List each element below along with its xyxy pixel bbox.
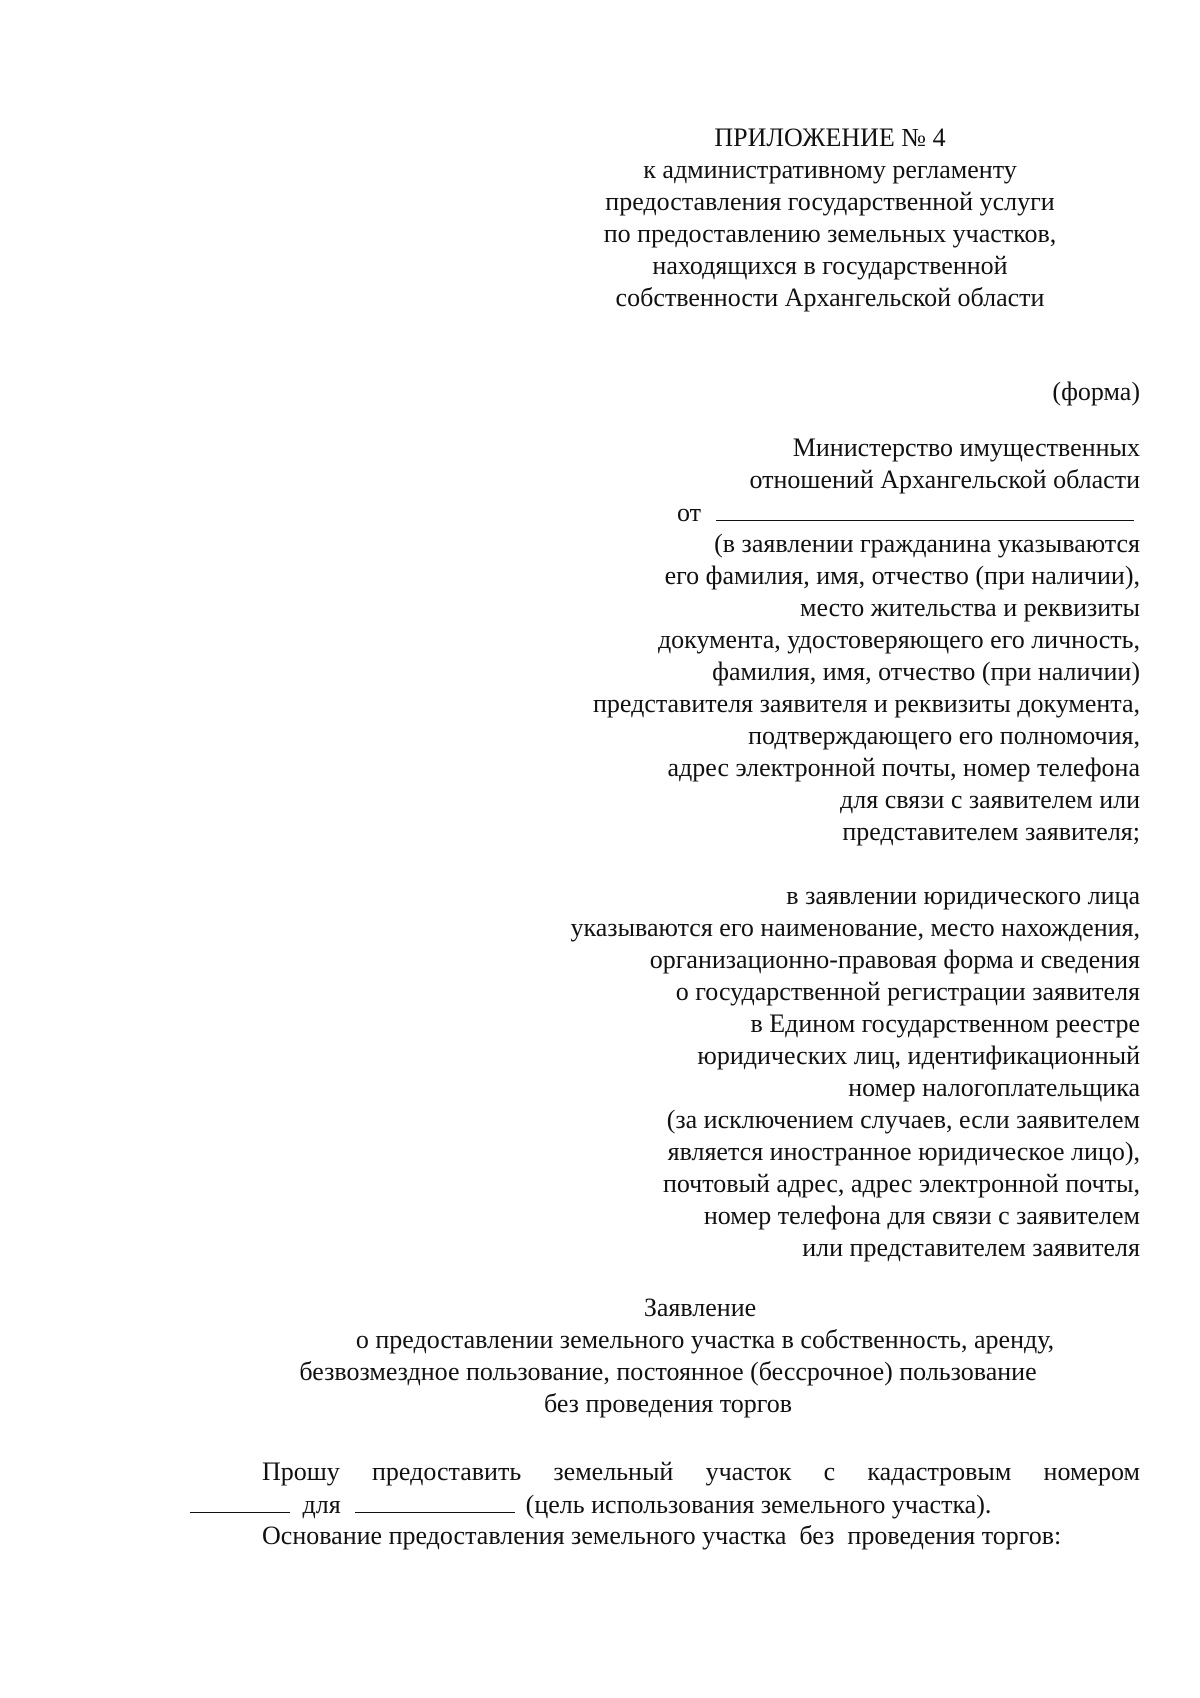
- citizen-note-line: его фамилия, имя, отчество (при наличии),: [664, 561, 1140, 590]
- from-blank-line: [716, 496, 1134, 521]
- legal-note-line: указываются его наименование, место нахождения,: [570, 913, 1140, 942]
- request-word: кадастровым: [867, 1457, 1012, 1486]
- header-line: находящихся в государственной: [652, 251, 1008, 280]
- request-word: Прошу: [262, 1457, 340, 1486]
- citizen-note-line: (в заявлении гражданина указываются: [714, 529, 1140, 558]
- citizen-note-line: фамилия, имя, отчество (при наличии): [712, 657, 1140, 686]
- request-word: земельный: [553, 1457, 674, 1486]
- header-line: к административному регламенту: [643, 155, 1017, 184]
- statement-subtitle-line: без проведения торгов: [543, 1389, 793, 1418]
- request-line: [262, 1456, 1140, 1488]
- citizen-note-line: подтверждающего его полномочия,: [748, 721, 1140, 750]
- legal-note-line: почтовый адрес, адрес электронной почты,: [662, 1169, 1140, 1198]
- statement-subtitle-line: безвозмездное пользование, постоянное (бессрочное) пользование: [299, 1357, 1037, 1386]
- request-word: участок: [705, 1457, 792, 1486]
- form-label: (форма): [1052, 377, 1140, 406]
- request-word: номером: [1043, 1457, 1140, 1486]
- header-line: предоставления государственной услуги: [605, 187, 1055, 216]
- request-word: с: [823, 1457, 836, 1486]
- legal-note-line: о государственной регистрации заявителя: [675, 977, 1140, 1006]
- from-label: от: [677, 498, 702, 527]
- legal-note-line: (за исключением случаев, если заявителем: [666, 1105, 1140, 1134]
- basis-line: Основание предоставления земельного участка без проведения торгов:: [262, 1521, 1062, 1550]
- legal-note-line: в Едином государственном реестре: [750, 1009, 1140, 1038]
- purpose-note: (цель использования земельного участка).: [525, 1490, 992, 1519]
- purpose-blank: [355, 1488, 515, 1513]
- statement-title: Заявление: [643, 1293, 757, 1322]
- citizen-note-line: адрес электронной почты, номер телефона: [667, 753, 1140, 782]
- statement-subtitle-line: о предоставлении земельного участка в собственность, аренду,: [355, 1325, 1055, 1354]
- header-line: собственности Архангельской области: [615, 283, 1045, 312]
- appendix-title: ПРИЛОЖЕНИЕ № 4: [714, 123, 946, 152]
- citizen-note-line: представителя заявителя и реквизиты документа,: [593, 689, 1140, 718]
- legal-note-line: организационно-правовая форма и сведения: [649, 945, 1140, 974]
- citizen-note-line: место жительства и реквизиты: [800, 593, 1140, 622]
- header-line: по предоставлению земельных участков,: [603, 219, 1057, 248]
- addressee-line: отношений Архангельской области: [749, 465, 1140, 494]
- for-label: для: [302, 1490, 341, 1519]
- legal-note-line: юридических лиц, идентификационный: [697, 1041, 1140, 1070]
- citizen-note-line: представителем заявителя;: [842, 817, 1140, 846]
- legal-note-line: является иностранное юридическое лицо),: [667, 1137, 1140, 1166]
- from-row: [677, 496, 1140, 529]
- legal-note-line: номер телефона для связи с заявителем: [703, 1201, 1140, 1230]
- legal-note-line: номер налогоплательщика: [848, 1073, 1140, 1102]
- citizen-note-line: документа, удостоверяющего его личность,: [657, 625, 1140, 654]
- purpose-line: [190, 1488, 991, 1521]
- addressee-line: Министерство имущественных: [792, 433, 1140, 462]
- legal-note-line: или представителем заявителя: [802, 1233, 1140, 1262]
- request-word: предоставить: [372, 1457, 522, 1486]
- citizen-note-line: для связи с заявителем или: [840, 785, 1140, 814]
- cadastral-number-blank: [190, 1488, 290, 1513]
- legal-note-line: в заявлении юридического лица: [786, 881, 1140, 910]
